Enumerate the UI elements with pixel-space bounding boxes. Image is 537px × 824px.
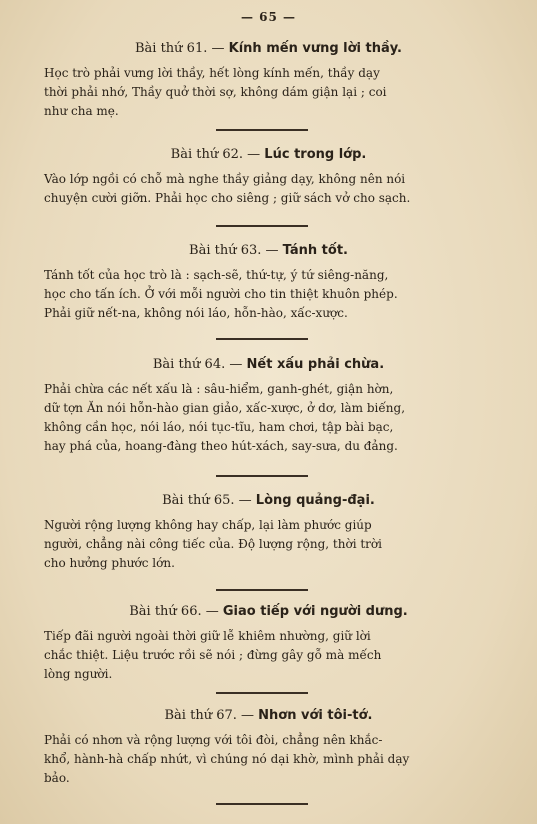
lesson-number: Bài thứ 67. — <box>164 708 255 723</box>
text-line: bảo. <box>44 771 70 785</box>
lesson-name: Tánh tốt. <box>282 243 348 258</box>
lesson-body <box>0 64 537 121</box>
lesson-number: Bài thứ 65. — <box>162 493 252 508</box>
lesson-name: Kính mến vưng lời thầy. <box>228 41 402 56</box>
text-line: khổ, hành-hà chấp nhứt, vì chúng nó dại khờ, mình phải dạy <box>44 752 410 766</box>
lesson-number: Bài thứ 63. — <box>189 243 279 258</box>
lesson-67 <box>0 707 537 788</box>
lesson-name: Nhơn với tôi-tớ. <box>258 708 373 723</box>
text-line: Tiếp đãi người ngoài thời giữ lễ khiêm nhường, giữ lời <box>44 629 371 643</box>
text-line: dữ tợn Ăn nói hỗn-hào gian giảo, xấc-xược, ở dơ, làm biếng, <box>44 401 406 415</box>
section-divider <box>216 475 308 477</box>
text-line: Vào lớp ngồi có chỗ mà nghe thầy giảng dạy, không nên nói <box>44 172 406 186</box>
text-line: chuyện cười giỡn. Phải học cho siêng ; giữ sách vở cho sạch. <box>44 191 411 205</box>
lesson-number: Bài thứ 66. — <box>129 604 219 619</box>
text-line: không cần học, nói láo, nói tục-tĩu, ham chơi, tập bài bạc, <box>44 420 394 434</box>
text-line: cho hưởng phước lớn. <box>44 556 175 570</box>
text-line: Phải chừa các nết xấu là : sâu-hiểm, ganh-ghét, giận hờn, <box>44 382 394 396</box>
text-line: Người rộng lượng không hay chấp, lại làm phước giúp <box>44 518 372 532</box>
lesson-body <box>0 516 537 573</box>
text-line: Phải giữ nết-na, không nói láo, hỗn-hào, xấc-xược. <box>44 306 348 320</box>
lesson-body <box>0 380 537 456</box>
lesson-title <box>0 707 537 725</box>
lesson-body <box>0 170 537 208</box>
text-line: thời phải nhớ, Thầy quở thời sợ, không dám giận lại ; coi <box>44 85 387 99</box>
lesson-62 <box>0 146 537 208</box>
text-line: Học trò phải vưng lời thầy, hết lòng kính mến, thầy dạy <box>44 66 380 80</box>
text-line: lòng người. <box>44 667 113 681</box>
lesson-name: Lòng quảng-đại. <box>255 493 375 508</box>
lesson-title <box>0 242 537 260</box>
section-divider <box>216 225 308 227</box>
text-line: hay phá của, hoang-đàng theo hút-xách, say-sưa, du đảng. <box>44 439 398 453</box>
section-divider <box>216 692 308 694</box>
lesson-64 <box>0 356 537 456</box>
lesson-body <box>0 627 537 684</box>
lesson-66 <box>0 603 537 684</box>
lesson-title <box>0 603 537 621</box>
section-divider <box>216 589 308 591</box>
lesson-title <box>0 40 537 58</box>
lesson-body <box>0 731 537 788</box>
section-divider <box>216 338 308 340</box>
page-number: — 65 — <box>240 10 297 24</box>
lesson-63 <box>0 242 537 323</box>
lesson-number: Bài thứ 62. — <box>170 147 261 162</box>
text-line: Tánh tốt của học trò là : sạch-sẽ, thứ-tự, ý tứ siêng-năng, <box>44 268 389 282</box>
lesson-name: Giao tiếp với người dưng. <box>222 604 408 619</box>
lesson-number: Bài thứ 64. — <box>152 357 243 372</box>
section-divider <box>216 803 308 805</box>
lesson-title <box>0 356 537 374</box>
text-line: Phải có nhơn và rộng lượng với tôi đòi, chẳng nên khắc- <box>44 733 383 747</box>
lesson-name: Nết xấu phải chừa. <box>246 357 385 372</box>
lesson-number: Bài thứ 61. — <box>134 41 225 56</box>
text-line: học cho tấn ích. Ở với mỗi người cho tin thiệt khuôn phép. <box>44 287 398 301</box>
lesson-title <box>0 146 537 164</box>
lesson-title <box>0 492 537 510</box>
lesson-name: Lúc trong lớp. <box>264 147 367 162</box>
lesson-body <box>0 266 537 323</box>
lesson-65 <box>0 492 537 573</box>
text-line: chắc thiệt. Liệu trước rồi sẽ nói ; đừng gây gỗ mà mếch <box>44 648 382 662</box>
section-divider <box>216 129 308 131</box>
text-line: người, chẳng nài công tiếc của. Độ lượng rộng, thời trời <box>44 537 382 551</box>
lesson-61 <box>0 40 537 121</box>
text-line: như cha mẹ. <box>44 104 119 118</box>
